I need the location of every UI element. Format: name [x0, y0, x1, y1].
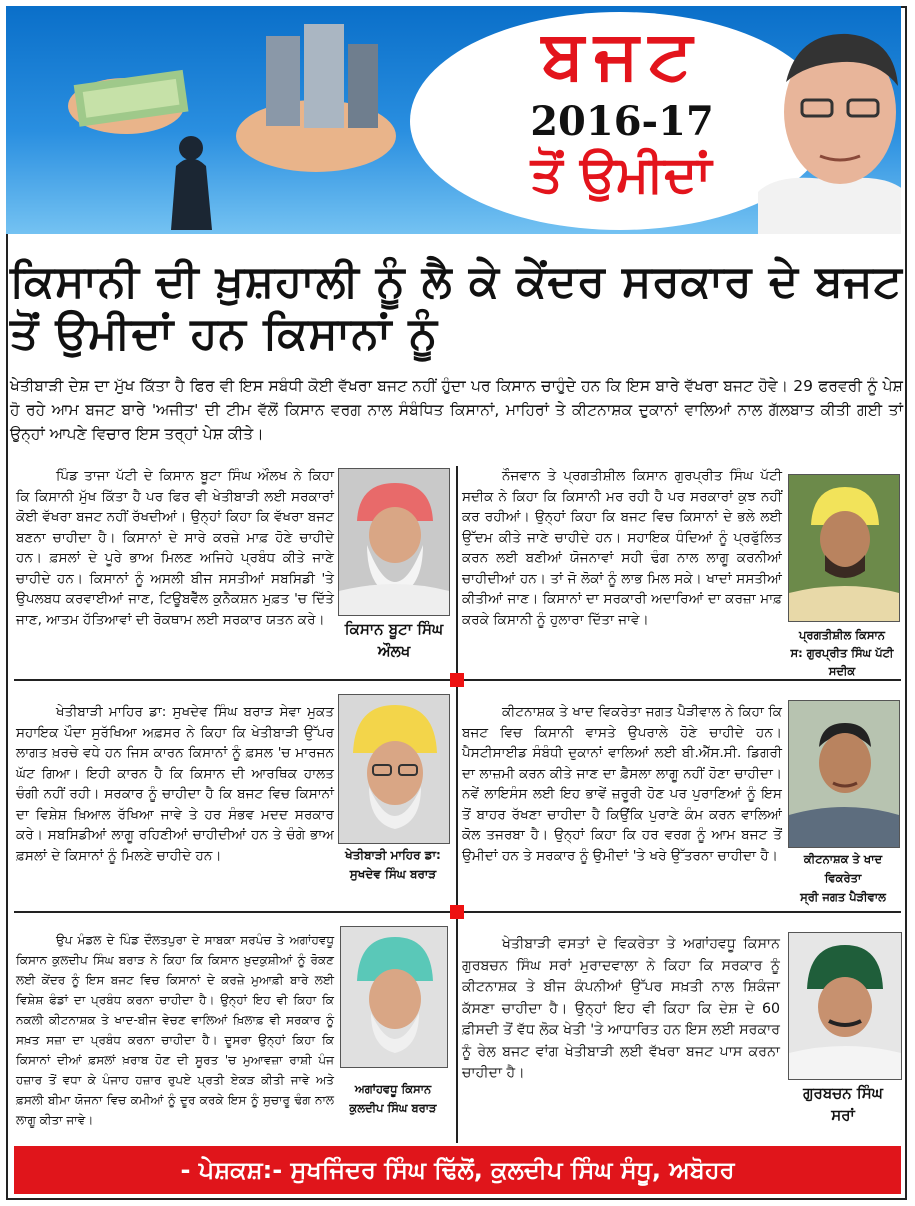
banner-year: 2016-17: [530, 98, 714, 145]
article-5-photo: [340, 926, 448, 1068]
banner: [6, 6, 901, 234]
article-4-photo: [788, 700, 900, 848]
footer-credits: - ਪੇਸ਼ਕਸ਼:- ਸੁਖਜਿੰਦਰ ਸਿੰਘ ਢਿੱਲੋਂ, ਕੁਲਦੀਪ ਸਿੰਘ ਸੰਧੂ, ਅਬੋਹਰ: [14, 1146, 901, 1194]
article-text: ਖੇਤੀਬਾੜੀ ਵਸਤਾਂ ਦੇ ਵਿਕਰੇਤਾ ਤੇ ਅਗਾਂਹਵਧੂ ਕਿਸਾਨ ਗੁਰਬਚਨ ਸਿੰਘ ਸਰਾਂ ਮੁਰਾਦਵਾਲਾ ਨੇ ਕਿਹਾ ਕਿ ਸਰਕਾਰ ਨੂੰ ਕੀਟਨਾਸ਼ਕ ਤੇ ਬੀਜ ਕੰਪਨੀਆਂ ਉੱਪਰ ਸਖ਼ਤੀ ਨਾਲ ਸ਼ਿਕੰਜਾ ਕੱਸਣਾ ਚਾਹੀਦਾ ਹੈ। ਉਨ੍ਹਾਂ ਇਹ ਵੀ ਕਿਹਾ ਕਿ ਦੇਸ਼ ਦੇ 60 ਫ਼ੀਸਦੀ ਤੋਂ ਵੱਧ ਲੋਕ ਖੇਤੀ 'ਤੇ ਆਧਾਰਿਤ ਹਨ ਇਸ ਲਈ ਸਰਕਾਰ ਨੂੰ ਰੇਲ ਬਜਟ ਵਾਂਗ ਖੇਤੀਬਾੜੀ ਲਈ ਵੱਖਰਾ ਬਜਟ ਪਾਸ ਕਰਨਾ ਚਾਹੀਦਾ ਹੈ।: [462, 936, 780, 1081]
article-text: ਉਪ ਮੰਡਲ ਦੇ ਪਿੰਡ ਦੌਲਤਪੁਰਾ ਦੇ ਸਾਬਕਾ ਸਰਪੰਚ ਤੇ ਅਗਾਂਹਵਧੂ ਕਿਸਾਨ ਕੁਲਦੀਪ ਸਿੰਘ ਬਰਾੜ ਨੇ ਕਿਹਾ ਕਿ ਕਿਸਾਨ ਖ਼ੁਦਕੁਸ਼ੀਆਂ ਨੂੰ ਰੋਕਣ ਲਈ ਕੇਂਦਰ ਨੂੰ ਇਸ ਬਜਟ ਵਿਚ ਕਿਸਾਨਾਂ ਦੇ ਕਰਜ਼ੇ ਮੁਆਫ਼ੀ ਬਾਰੇ ਲਈ ਵਿਸ਼ੇਸ਼ ਫੰਡਾਂ ਦਾ ਪ੍ਰਬੰਧ ਕਰਨਾ ਚਾਹੀਦਾ ਹੈ। ਉਨ੍ਹਾਂ ਇਹ ਵੀ ਕਿਹਾ ਕਿ ਨਕਲੀ ਕੀਟਨਾਸ਼ਕ ਤੇ ਖਾਦ-ਬੀਜ ਵੇਚਣ ਵਾਲਿਆਂ ਖ਼ਿਲਾਫ਼ ਵੀ ਸਰਕਾਰ ਨੂੰ ਸਖ਼ਤ ਸਜ਼ਾ ਦਾ ਪ੍ਰਬੰਧ ਕਰਨਾ ਚਾਹੀਦਾ ਹੈ। ਦੂਸਰਾ ਉਨ੍ਹਾਂ ਕਿਹਾ ਕਿ ਕਿਸਾਨਾਂ ਦੀਆਂ ਫ਼ਸਲਾਂ ਖ਼ਰਾਬ ਹੋਣ ਦੀ ਸੂਰਤ 'ਚ ਮੁਆਵਜ਼ਾ ਰਾਸ਼ੀ ਪੰਜ ਹਜ਼ਾਰ ਤੋਂ ਵਧਾ ਕੇ ਪੰਜਾਹ ਹਜ਼ਾਰ ਰੁਪਏ ਪ੍ਰਤੀ ਏਕੜ ਕੀਤੀ ਜਾਵੇ ਅਤੇ ਫ਼ਸਲੀ ਬੀਮਾ ਯੋਜਨਾ ਵਿਚ ਕਮੀਆਂ ਨੂੰ ਦੂਰ ਕਰਕੇ ਇਸ ਨੂੰ ਸੁਚਾਰੂ ਢੰਗ ਨਾਲ ਲਾਗੂ ਕੀਤਾ ਜਾਵੇ।: [16, 933, 334, 1127]
banner-subtitle: ਤੋਂ ਉਮੀਦਾਂ: [530, 145, 712, 203]
article-3: [16, 702, 334, 866]
intro-paragraph: ਖੇਤੀਬਾੜੀ ਦੇਸ਼ ਦਾ ਮੁੱਖ ਕਿੱਤਾ ਹੈ ਫਿਰ ਵੀ ਇਸ ਸਬੰਧੀ ਕੋਈ ਵੱਖਰਾ ਬਜਟ ਨਹੀਂ ਹੁੰਦਾ ਪਰ ਕਿਸਾਨ ਚਾਹੁੰਦੇ ਹਨ ਕਿ ਇਸ ਬਾਰੇ ਵੱਖਰਾ ਬਜਟ ਹੋਵੇ। 29 ਫਰਵਰੀ ਨੂੰ ਪੇਸ਼ ਹੋ ਰਹੇ ਆਮ ਬਜਟ ਬਾਰੇ 'ਅਜੀਤ' ਦੀ ਟੀਮ ਵੱਲੋਂ ਕਿਸਾਨ ਵਰਗ ਨਾਲ ਸੰਬੰਧਿਤ ਕਿਸਾਨਾਂ, ਮਾਹਿਰਾਂ ਤੇ ਕੀਟਨਾਸ਼ਕ ਦੁਕਾਨਾਂ ਵਾਲਿਆਂ ਨਾਲ ਗੱਲਬਾਤ ਕੀਤੀ ਗਈ ਤਾਂ ਉਨ੍ਹਾਂ ਆਪਣੇ ਵਿਚਾਰ ਇਸ ਤਰ੍ਹਾਂ ਪੇਸ਼ ਕੀਤੇ।: [10, 377, 903, 443]
article-5: [16, 930, 334, 1130]
article-text: ਕੀਟਨਾਸ਼ਕ ਤੇ ਖਾਦ ਵਿਕਰੇਤਾ ਜਗਤ ਪੈੜੀਵਾਲ ਨੇ ਕਿਹਾ ਕਿ ਬਜਟ ਵਿਚ ਕਿਸਾਨੀ ਵਾਸਤੇ ਉਪਰਾਲੇ ਹੋਣੇ ਚਾਹੀਦੇ ਹਨ। ਪੈਸਟੀਸਾਈਡ ਸੰਬੰਧੀ ਦੁਕਾਨਾਂ ਵਾਲਿਆਂ ਲਈ ਬੀ.ਐੱਸ.ਸੀ. ਡਿਗਰੀ ਦਾ ਲਾਜ਼ਮੀ ਕਰਨ ਕੀਤੇ ਜਾਣ ਦਾ ਫ਼ੈਸਲਾ ਲਾਗੂ ਨਹੀਂ ਹੋਣਾ ਚਾਹੀਦਾ। ਨਵੇਂ ਲਾਇਸੰਸ ਲਈ ਇਹ ਭਾਵੇਂ ਜ਼ਰੂਰੀ ਹੋਣ ਪਰ ਪੁਰਾਣਿਆਂ ਨੂੰ ਇਸ ਤੋਂ ਬਾਹਰ ਰੱਖਣਾ ਚਾਹੀਦਾ ਹੈ ਕਿਉਂਕਿ ਪੁਰਾਣੇ ਕੰਮ ਕਰਨ ਵਾਲਿਆਂ ਕੋਲ ਤਜਰਬਾ ਹੈ। ਉਨ੍ਹਾਂ ਕਿਹਾ ਕਿ ਹਰ ਵਰਗ ਨੂੰ ਆਮ ਬਜਟ ਤੋਂ ਉਮੀਦਾਂ ਹਨ ਤੇ ਸਰਕਾਰ ਨੂੰ ਉਮੀਦਾਂ 'ਤੇ ਖਰੇ ਉੱਤਰਨਾ ਚਾਹੀਦਾ ਹੈ।: [462, 704, 782, 864]
divider-dot: [450, 905, 464, 919]
article-4-caption: ਕੀਟਨਾਸ਼ਕ ਤੇ ਖਾਦ ਵਿਕਰੇਤਾ ਸ੍ਰੀ ਜਗਤ ਪੈੜੀਵਾਲ: [800, 852, 886, 904]
article-3-caption: ਖੇਤੀਬਾੜੀ ਮਾਹਿਰ ਡਾ: ਸੁਖਦੇਵ ਸਿੰਘ ਬਰਾੜ: [345, 848, 441, 881]
article-6-photo: [788, 932, 902, 1080]
article-6-caption: ਗੁਰਬਚਨ ਸਿੰਘ ਸਰਾਂ: [803, 1084, 883, 1124]
article-2: [462, 466, 782, 630]
portrait-photo: [758, 12, 901, 234]
article-text: ਨੌਜਵਾਨ ਤੇ ਪ੍ਰਗਤੀਸ਼ੀਲ ਕਿਸਾਨ ਗੁਰਪ੍ਰੀਤ ਸਿੰਘ ਪੱਟੀ ਸਦੀਕ ਨੇ ਕਿਹਾ ਕਿ ਕਿਸਾਨੀ ਮਰ ਰਹੀ ਹੈ ਪਰ ਸਰਕਾਰਾਂ ਕੁਝ ਨਹੀਂ ਕਰ ਰਹੀਆਂ। ਉਨ੍ਹਾਂ ਕਿਹਾ ਕਿ ਬਜਟ ਵਿਚ ਕਿਸਾਨਾਂ ਦੇ ਭਲੇ ਲਈ ਉੱਦਮ ਕੀਤੇ ਜਾਣੇ ਚਾਹੀਦੇ ਹਨ। ਸਹਾਇਕ ਧੰਦਿਆਂ ਨੂੰ ਪ੍ਰਫੁੱਲਿਤ ਕਰਨ ਲਈ ਬਣੀਆਂ ਯੋਜਨਾਵਾਂ ਸਹੀ ਢੰਗ ਨਾਲ ਲਾਗੂ ਕਰਨੀਆਂ ਚਾਹੀਦੀਆਂ ਹਨ। ਤਾਂ ਜੋ ਲੋਕਾਂ ਨੂੰ ਲਾਭ ਮਿਲ ਸਕੇ। ਖਾਦਾਂ ਸਸਤੀਆਂ ਕੀਤੀਆਂ ਜਾਣ। ਕਿਸਾਨਾਂ ਦਾ ਸਰਕਾਰੀ ਅਦਾਰਿਆਂ ਦਾ ਕਰਜ਼ਾ ਮਾਫ਼ ਕਰਕੇ ਕਿਸਾਨੀ ਨੂੰ ਹੁਲਾਰਾ ਦਿੱਤਾ ਜਾਵੇ।: [462, 468, 782, 628]
article-2-photo: [788, 474, 900, 622]
banner-title: ਬਜਟ: [541, 16, 703, 95]
headline: ਕਿਸਾਨੀ ਦੀ ਖ਼ੁਸ਼ਹਾਲੀ ਨੂੰ ਲੈ ਕੇ ਕੇਂਦਰ ਸਰਕਾਰ ਦੇ ਬਜਟ ਤੋਂ ਉਮੀਦਾਂ ਹਨ ਕਿਸਾਨਾਂ ਨੂੰ: [10, 256, 903, 359]
article-6: [462, 934, 780, 1085]
article-text: ਪਿੰਡ ਤਾਜਾ ਪੱਟੀ ਦੇ ਕਿਸਾਨ ਬੂਟਾ ਸਿੰਘ ਔਲਖ ਨੇ ਕਿਹਾ ਕਿ ਕਿਸਾਨੀ ਮੁੱਖ ਕਿੱਤਾ ਹੈ ਪਰ ਫਿਰ ਵੀ ਖੇਤੀਬਾੜੀ ਲਈ ਸਰਕਾਰਾਂ ਕੋਈ ਵੱਖਰਾ ਬਜਟ ਨਹੀਂ ਰੱਖਦੀਆਂ। ਉਨ੍ਹਾਂ ਕਿਹਾ ਕਿ ਵੱਖਰਾ ਬਜਟ ਬਣਨਾ ਚਾਹੀਦਾ ਹੈ। ਕਿਸਾਨਾਂ ਦੇ ਸਾਰੇ ਕਰਜ਼ੇ ਮਾਫ਼ ਹੋਣੇ ਚਾਹੀਦੇ ਹਨ। ਫ਼ਸਲਾਂ ਦੇ ਪੂਰੇ ਭਾਅ ਮਿਲਣ ਅਜਿਹੇ ਪ੍ਰਬੰਧ ਕੀਤੇ ਜਾਣੇ ਚਾਹੀਦੇ ਹਨ। ਕਿਸਾਨਾਂ ਨੂੰ ਅਸਲੀ ਬੀਜ ਸਸਤੀਆਂ ਸਬਸਿਡੀ 'ਤੇ ਉਪਲਬਧ ਕਰਵਾਈਆਂ ਜਾਣ, ਟਿਊਬਵੈੱਲ ਕੁਨੈਕਸ਼ਨ ਮੁਫ਼ਤ 'ਚ ਦਿੱਤੇ ਜਾਣ, ਆਤਮ ਹੱਤਿਆਵਾਂ ਦੀ ਰੋਕਥਾਮ ਲਈ ਸਰਕਾਰ ਯਤਨ ਕਰੇ।: [16, 468, 334, 628]
article-text: ਖੇਤੀਬਾੜੀ ਮਾਹਿਰ ਡਾ: ਸੁਖਦੇਵ ਸਿੰਘ ਬਰਾੜ ਸੇਵਾ ਮੁਕਤ ਸਹਾਇਕ ਪੌਦਾ ਸੁਰੱਖਿਆ ਅਫ਼ਸਰ ਨੇ ਕਿਹਾ ਕਿ ਖੇਤੀਬਾੜੀ ਉੱਪਰ ਲਾਗਤ ਖ਼ਰਚੇ ਵਧੇ ਹਨ ਜਿਸ ਕਾਰਨ ਕਿਸਾਨਾਂ ਨੂੰ ਫ਼ਸਲ 'ਚ ਮਾਰਜਨ ਘੱਟ ਗਿਆ। ਇਹੀ ਕਾਰਨ ਹੈ ਕਿ ਕਿਸਾਨ ਦੀ ਆਰਥਿਕ ਹਾਲਤ ਚੰਗੀ ਨਹੀਂ ਰਹੀ। ਸਰਕਾਰ ਨੂੰ ਚਾਹੀਦਾ ਹੈ ਕਿ ਬਜਟ ਵਿਚ ਕਿਸਾਨਾਂ ਦਾ ਵਿਸ਼ੇਸ਼ ਖ਼ਿਆਲ ਰੱਖਿਆ ਜਾਵੇ ਤੇ ਹਰ ਸੰਭਵ ਮਦਦ ਸਰਕਾਰ ਕਰੇ। ਸਬਸਿਡੀਆਂ ਲਾਗੂ ਰਹਿਣੀਆਂ ਚਾਹੀਦੀਆਂ ਹਨ ਤੇ ਚੰਗੇ ਭਾਅ ਫ਼ਸਲਾਂ ਦੇ ਕਿਸਾਨਾਂ ਨੂੰ ਮਿਲਣੇ ਚਾਹੀਦੇ ਹਨ।: [16, 704, 334, 864]
article-2-caption: ਪ੍ਰਗਤੀਸ਼ੀਲ ਕਿਸਾਨ ਸ: ਗੁਰਪ੍ਰੀਤ ਸਿੰਘ ਪੱਟੀ ਸਦੀਕ: [790, 628, 894, 678]
article-1: [16, 466, 334, 630]
article-5-caption: ਅਗਾਂਹਵਧੂ ਕਿਸਾਨ ਕੁਲਦੀਪ ਸਿੰਘ ਬਰਾੜ: [349, 1082, 437, 1115]
article-1-photo: [338, 468, 450, 616]
column-divider: [456, 466, 458, 1143]
banner-illustration: [66, 16, 406, 230]
article-3-photo: [338, 694, 450, 844]
divider-dot: [450, 673, 464, 687]
article-1-caption: ਕਿਸਾਨ ਬੂਟਾ ਸਿੰਘ ਔਲਖ: [344, 620, 444, 660]
article-4: [462, 702, 782, 866]
